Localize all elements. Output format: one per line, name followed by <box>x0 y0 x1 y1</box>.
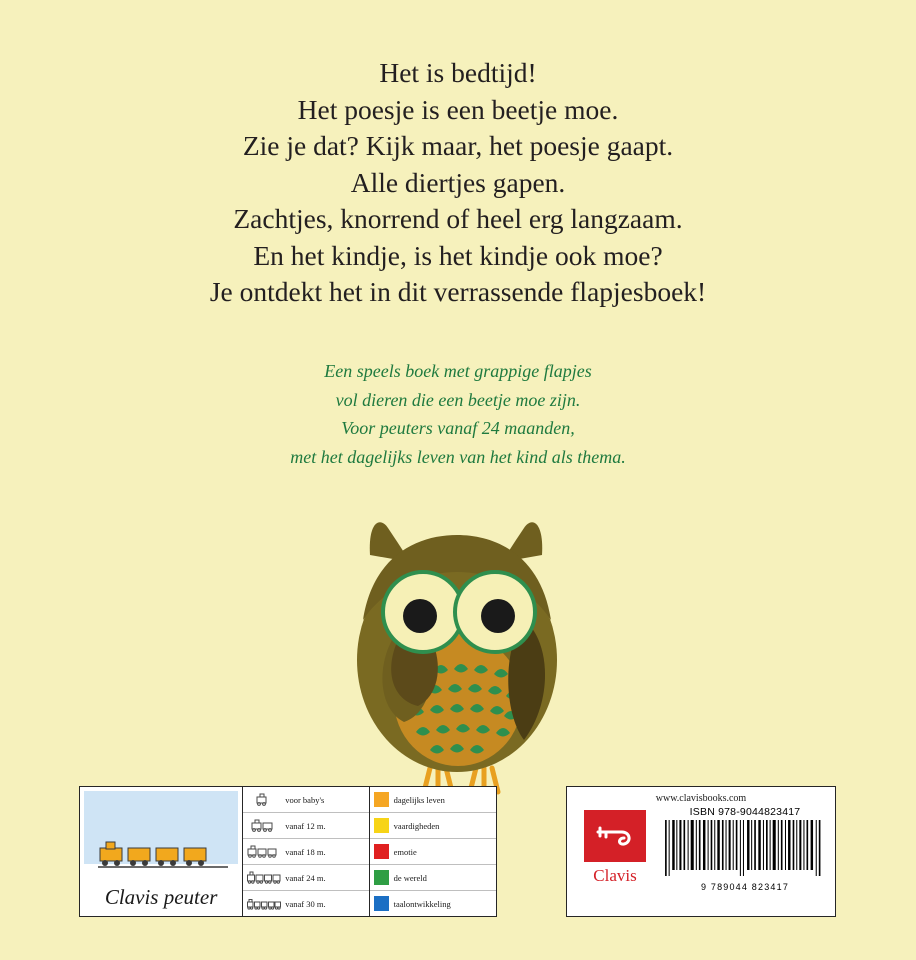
subblurb-line: Voor peuters vanaf 24 maanden, <box>341 418 575 438</box>
barcode-digits: 9 789044 823417 <box>700 882 790 892</box>
blurb-line: Het poesje is een beetje moe. <box>297 93 619 125</box>
publisher-website[interactable]: www.clavisbooks.com <box>655 793 747 804</box>
age-label: vanaf 30 m. <box>285 898 326 909</box>
theme-color-swatch <box>374 844 389 859</box>
clavis-peuter-logo <box>80 787 243 916</box>
theme-label: de wereld <box>393 872 427 883</box>
subblurb-line: vol dieren die een beetje moe zijn. <box>335 389 581 410</box>
theme-row <box>370 813 496 839</box>
blurb-line: Zachtjes, knorrend of heel erg langzaam. <box>233 203 683 234</box>
age-category-column <box>243 787 369 916</box>
blurb-text <box>0 55 916 311</box>
age-row <box>243 865 368 891</box>
train-3-icon <box>247 845 281 859</box>
age-row <box>243 813 368 839</box>
age-label: voor baby's <box>285 794 325 805</box>
clavis-peuter-label <box>80 885 242 910</box>
train-1-icon <box>247 793 281 807</box>
subblurb-line: Een speels boek met grappige flapjes <box>324 361 592 381</box>
publisher-name: Clavis <box>593 866 637 885</box>
age-label: vanaf 18 m. <box>285 846 326 857</box>
age-label: vanaf 12 m. <box>285 820 326 831</box>
theme-color-swatch <box>374 896 389 911</box>
train-2-icon <box>247 819 281 833</box>
theme-label: vaardigheden <box>393 820 440 831</box>
clavis-word: Clavis <box>104 885 159 909</box>
age-row <box>243 787 368 813</box>
owl-illustration <box>318 500 598 800</box>
theme-row <box>370 865 496 891</box>
theme-label: taalontwikkeling <box>393 898 451 909</box>
theme-color-swatch <box>374 818 389 833</box>
subblurb-text <box>0 357 916 471</box>
subblurb-line: met het dagelijks leven van het kind als thema. <box>290 446 626 467</box>
age-row <box>243 839 368 865</box>
clavis-peuter-box <box>79 786 497 917</box>
barcode-area <box>663 806 835 892</box>
clavis-key-icon <box>584 810 646 862</box>
theme-row <box>370 787 496 813</box>
theme-row <box>370 891 496 916</box>
blurb-line: Zie je dat? Kijk maar, het poesje gaapt. <box>242 130 674 161</box>
blurb-line: Je ontdekt het in dit verrassende flapjesboek! <box>209 276 707 307</box>
theme-label: dagelijks leven <box>393 794 445 805</box>
train-5-icon <box>247 897 281 911</box>
barcode-image <box>663 820 827 876</box>
blurb-line: Het is bedtijd! <box>379 57 537 88</box>
theme-category-column <box>370 787 496 916</box>
age-row <box>243 891 368 916</box>
clavis-publisher-logo <box>567 806 663 892</box>
train-4-icon <box>247 871 281 885</box>
age-label: vanaf 24 m. <box>285 872 326 883</box>
theme-color-swatch <box>374 870 389 885</box>
isbn-number: ISBN 978-9044823417 <box>689 806 801 818</box>
theme-label: emotie <box>393 846 417 857</box>
theme-row <box>370 839 496 865</box>
theme-color-swatch <box>374 792 389 807</box>
train-illustration <box>98 838 228 870</box>
blurb-line: Alle diertjes gapen. <box>350 166 566 198</box>
isbn-barcode-box <box>566 786 836 917</box>
peuter-word: peuter <box>163 885 218 909</box>
blurb-line: En het kindje, is het kindje ook moe? <box>253 239 663 271</box>
